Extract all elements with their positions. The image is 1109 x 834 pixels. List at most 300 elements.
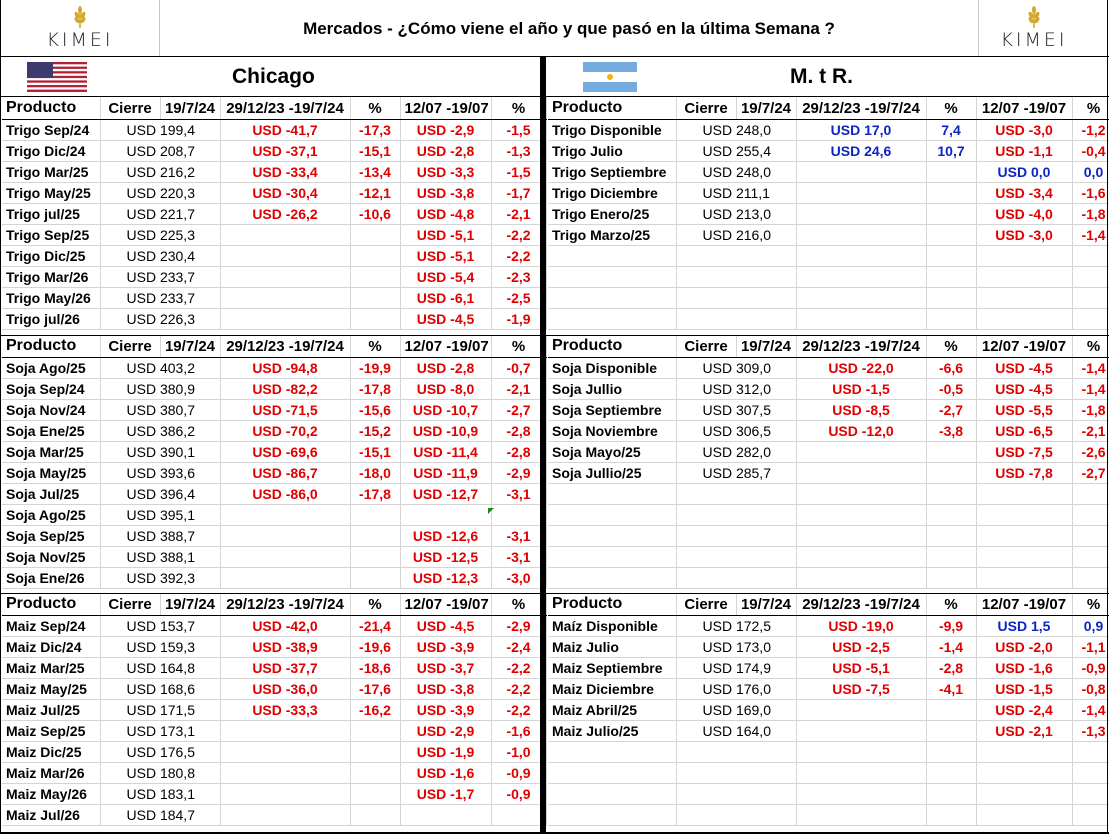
week-change: USD -12,5 — [400, 547, 491, 568]
table-row — [2, 400, 546, 421]
column-header-date: 19/7/24 — [736, 335, 796, 358]
week-change — [976, 526, 1072, 547]
week-pct: -1,8 — [1072, 400, 1109, 421]
week-change: USD -2,0 — [976, 637, 1072, 658]
table-row — [2, 442, 546, 463]
week-change: USD -2,9 — [400, 120, 491, 141]
table-row — [2, 379, 546, 400]
product-name: Trigo Mar/25 — [2, 162, 100, 183]
product-name — [548, 267, 676, 288]
column-header-ytd: 29/12/23 -19/7/24 — [220, 97, 350, 120]
column-header-week: 12/07 -19/07 — [400, 335, 491, 358]
product-name: Maiz Diciembre — [548, 679, 676, 700]
ytd-pct — [350, 505, 400, 526]
close-price: USD 174,9 — [676, 658, 796, 679]
week-change: USD -3,8 — [400, 679, 491, 700]
week-change — [976, 763, 1072, 784]
week-pct — [1072, 547, 1109, 568]
week-change: USD -3,4 — [976, 183, 1072, 204]
ytd-pct — [926, 742, 976, 763]
week-pct — [1072, 267, 1109, 288]
week-change: USD -2,4 — [976, 700, 1072, 721]
week-change — [976, 547, 1072, 568]
week-change: USD -12,6 — [400, 526, 491, 547]
week-change: USD -6,1 — [400, 288, 491, 309]
ytd-pct — [350, 547, 400, 568]
ytd-pct — [926, 267, 976, 288]
table-row — [2, 246, 546, 267]
week-pct: -0,8 — [1072, 679, 1109, 700]
close-price: USD 230,4 — [100, 246, 220, 267]
ytd-pct — [926, 183, 976, 204]
close-price: USD 199,4 — [100, 120, 220, 141]
section-divider-soja — [0, 335, 1109, 336]
week-pct — [1072, 784, 1109, 805]
table-row — [548, 225, 1109, 246]
week-change: USD -3,7 — [400, 658, 491, 679]
close-price — [676, 784, 796, 805]
close-price: USD 172,5 — [676, 616, 796, 637]
week-change: USD 0,0 — [976, 162, 1072, 183]
region-chicago — [0, 57, 540, 97]
week-pct: -2,1 — [491, 379, 546, 400]
close-price — [676, 547, 796, 568]
product-name: Trigo Sep/25 — [2, 225, 100, 246]
table-row — [548, 421, 1109, 442]
usa-flag-icon — [27, 62, 87, 92]
outer-border-left — [0, 0, 1, 834]
product-name: Soja Jullio — [548, 379, 676, 400]
week-change: USD -1,7 — [400, 784, 491, 805]
week-change: USD -10,7 — [400, 400, 491, 421]
close-price: USD 176,5 — [100, 742, 220, 763]
product-name: Soja Sep/24 — [2, 379, 100, 400]
table-row — [2, 225, 546, 246]
ytd-pct: -10,6 — [350, 204, 400, 225]
table-row — [548, 784, 1109, 805]
table-row — [548, 679, 1109, 700]
week-change: USD -4,5 — [976, 358, 1072, 379]
ytd-change — [796, 700, 926, 721]
week-pct: -3,0 — [491, 568, 546, 589]
week-change — [976, 742, 1072, 763]
product-name: Trigo jul/26 — [2, 309, 100, 330]
ytd-pct: -15,6 — [350, 400, 400, 421]
close-price: USD 221,7 — [100, 204, 220, 225]
product-name: Maiz Julio — [548, 637, 676, 658]
week-change — [976, 246, 1072, 267]
table-row — [548, 379, 1109, 400]
mtr-maiz-table — [548, 593, 1109, 826]
week-change: USD -5,1 — [400, 225, 491, 246]
table-row — [548, 400, 1109, 421]
ytd-pct: -6,6 — [926, 358, 976, 379]
week-pct: -0,4 — [1072, 141, 1109, 162]
close-price: USD 233,7 — [100, 267, 220, 288]
mtr-trigo-table — [548, 97, 1109, 330]
close-price: USD 388,7 — [100, 526, 220, 547]
close-price: USD 173,1 — [100, 721, 220, 742]
ytd-pct — [926, 568, 976, 589]
ytd-pct — [350, 784, 400, 805]
wheat-icon — [1026, 6, 1042, 28]
close-price: USD 393,6 — [100, 463, 220, 484]
product-name: Trigo Dic/25 — [2, 246, 100, 267]
product-name: Maiz Abril/25 — [548, 700, 676, 721]
table-row — [548, 309, 1109, 330]
week-change: USD -11,4 — [400, 442, 491, 463]
close-price: USD 312,0 — [676, 379, 796, 400]
column-header-close: Cierre — [100, 593, 160, 616]
report-header — [0, 0, 1109, 57]
column-header-week: 12/07 -19/07 — [976, 97, 1072, 120]
product-name: Maiz Sep/24 — [2, 616, 100, 637]
ytd-pct — [350, 246, 400, 267]
week-change: USD -1,9 — [400, 742, 491, 763]
product-name — [548, 526, 676, 547]
ytd-change — [796, 288, 926, 309]
table-row — [548, 742, 1109, 763]
column-header-pct: % — [350, 335, 400, 358]
week-change: USD -12,7 — [400, 484, 491, 505]
close-price: USD 208,7 — [100, 141, 220, 162]
ytd-change: USD -26,2 — [220, 204, 350, 225]
table-row — [548, 141, 1109, 162]
close-price: USD 220,3 — [100, 183, 220, 204]
argentina-flag-icon — [583, 62, 637, 92]
close-price — [676, 309, 796, 330]
week-change: USD -3,3 — [400, 162, 491, 183]
ytd-change — [796, 568, 926, 589]
week-pct: -2,5 — [491, 288, 546, 309]
week-pct: -2,2 — [491, 700, 546, 721]
week-pct: -2,2 — [491, 225, 546, 246]
table-row — [2, 658, 546, 679]
ytd-change — [220, 805, 350, 826]
table-row — [548, 763, 1109, 784]
region-divider — [540, 57, 546, 834]
ytd-pct — [926, 246, 976, 267]
close-price: USD 285,7 — [676, 463, 796, 484]
ytd-pct: -15,1 — [350, 442, 400, 463]
product-name: Soja Jul/25 — [2, 484, 100, 505]
week-change — [400, 805, 491, 826]
column-header-week: 12/07 -19/07 — [976, 593, 1072, 616]
table-row — [548, 658, 1109, 679]
ytd-change — [220, 246, 350, 267]
column-header-ytd: 29/12/23 -19/7/24 — [796, 97, 926, 120]
table-row — [548, 120, 1109, 141]
ytd-pct — [926, 721, 976, 742]
close-price: USD 388,1 — [100, 547, 220, 568]
ytd-change — [796, 805, 926, 826]
ytd-change: USD -41,7 — [220, 120, 350, 141]
table-row — [548, 805, 1109, 826]
column-header-pct: % — [926, 97, 976, 120]
ytd-change — [220, 526, 350, 547]
close-price: USD 380,7 — [100, 400, 220, 421]
product-name: Soja Nov/24 — [2, 400, 100, 421]
ytd-pct: -2,8 — [926, 658, 976, 679]
ytd-change — [220, 742, 350, 763]
ytd-change: USD -42,0 — [220, 616, 350, 637]
ytd-pct — [926, 547, 976, 568]
product-name: Trigo Diciembre — [548, 183, 676, 204]
table-row — [548, 267, 1109, 288]
close-price: USD 216,0 — [676, 225, 796, 246]
close-price — [676, 505, 796, 526]
product-name: Trigo Enero/25 — [548, 204, 676, 225]
product-name: Maiz Dic/24 — [2, 637, 100, 658]
week-change: USD -5,4 — [400, 267, 491, 288]
ytd-pct — [926, 805, 976, 826]
product-name: Maiz May/25 — [2, 679, 100, 700]
table-row — [2, 120, 546, 141]
close-price — [676, 526, 796, 547]
ytd-change — [220, 309, 350, 330]
week-pct — [491, 805, 546, 826]
region-title: Chicago — [232, 65, 315, 88]
ytd-change — [220, 225, 350, 246]
page-title: Mercados - ¿Cómo viene el año y que pasó en la última Semana ? — [303, 19, 835, 38]
close-price: USD 171,5 — [100, 700, 220, 721]
column-header-pct2: % — [491, 593, 546, 616]
table-row — [2, 616, 546, 637]
week-change — [400, 505, 491, 526]
week-change: USD -7,8 — [976, 463, 1072, 484]
table-row — [548, 162, 1109, 183]
ytd-pct: 10,7 — [926, 141, 976, 162]
brand-name: KIMEI — [46, 29, 114, 51]
week-pct: -3,1 — [491, 526, 546, 547]
week-pct: -2,2 — [491, 246, 546, 267]
ytd-pct: -19,6 — [350, 637, 400, 658]
table-row — [2, 679, 546, 700]
column-header-pct: % — [350, 97, 400, 120]
close-price: USD 282,0 — [676, 442, 796, 463]
week-pct: -2,7 — [1072, 463, 1109, 484]
week-pct: -2,1 — [1072, 421, 1109, 442]
week-change: USD -5,1 — [400, 246, 491, 267]
close-price — [676, 484, 796, 505]
ytd-change: USD -94,8 — [220, 358, 350, 379]
product-name: Soja Jullio/25 — [548, 463, 676, 484]
table-row — [2, 742, 546, 763]
week-change: USD -6,5 — [976, 421, 1072, 442]
week-pct — [1072, 484, 1109, 505]
product-name: Soja Disponible — [548, 358, 676, 379]
week-pct: -2,9 — [491, 463, 546, 484]
column-header-date: 19/7/24 — [160, 335, 220, 358]
table-row — [2, 526, 546, 547]
column-header-ytd: 29/12/23 -19/7/24 — [220, 593, 350, 616]
week-change: USD -3,8 — [400, 183, 491, 204]
week-pct — [1072, 526, 1109, 547]
table-row — [548, 568, 1109, 589]
product-name: Maiz Mar/26 — [2, 763, 100, 784]
chicago-maiz-table — [2, 593, 547, 826]
week-pct: -1,5 — [491, 120, 546, 141]
week-change: USD -3,9 — [400, 700, 491, 721]
close-price: USD 183,1 — [100, 784, 220, 805]
ytd-change — [220, 547, 350, 568]
table-header-row — [548, 97, 1109, 120]
ytd-pct — [350, 267, 400, 288]
ytd-pct — [926, 763, 976, 784]
column-header-ytd: 29/12/23 -19/7/24 — [796, 335, 926, 358]
week-pct: -2,1 — [491, 204, 546, 225]
ytd-change — [796, 505, 926, 526]
column-header-product: Producto — [2, 335, 100, 358]
close-price — [676, 288, 796, 309]
product-name: Maiz Jul/25 — [2, 700, 100, 721]
close-price: USD 255,4 — [676, 141, 796, 162]
ytd-change — [796, 742, 926, 763]
ytd-pct — [926, 463, 976, 484]
ytd-change: USD -33,4 — [220, 162, 350, 183]
week-change — [976, 568, 1072, 589]
product-name — [548, 309, 676, 330]
table-row — [2, 505, 546, 526]
week-pct — [1072, 568, 1109, 589]
ytd-change: USD -82,2 — [220, 379, 350, 400]
close-price: USD 380,9 — [100, 379, 220, 400]
ytd-change — [796, 225, 926, 246]
ytd-change — [796, 484, 926, 505]
ytd-pct: -0,5 — [926, 379, 976, 400]
product-name: Soja Ene/26 — [2, 568, 100, 589]
close-price — [676, 246, 796, 267]
product-name: Trigo May/25 — [2, 183, 100, 204]
column-header-close: Cierre — [100, 97, 160, 120]
week-pct — [1072, 505, 1109, 526]
week-pct: -1,2 — [1072, 120, 1109, 141]
product-name: Soja May/25 — [2, 463, 100, 484]
close-price: USD 168,6 — [100, 679, 220, 700]
week-change — [976, 805, 1072, 826]
table-row — [2, 141, 546, 162]
table-row — [2, 162, 546, 183]
column-header-pct2: % — [1072, 593, 1109, 616]
week-change: USD -3,0 — [976, 120, 1072, 141]
table-row — [548, 721, 1109, 742]
week-pct: -1,4 — [1072, 225, 1109, 246]
close-price: USD 164,0 — [676, 721, 796, 742]
close-price: USD 309,0 — [676, 358, 796, 379]
table-row — [2, 309, 546, 330]
ytd-change — [220, 288, 350, 309]
week-pct: -2,9 — [491, 616, 546, 637]
region-title: M. t R. — [790, 65, 853, 88]
week-pct: -2,2 — [491, 679, 546, 700]
product-name — [548, 505, 676, 526]
close-price: USD 173,0 — [676, 637, 796, 658]
product-name: Trigo Mar/26 — [2, 267, 100, 288]
column-header-week: 12/07 -19/07 — [400, 593, 491, 616]
column-header-date: 19/7/24 — [736, 593, 796, 616]
week-pct: -2,4 — [491, 637, 546, 658]
ytd-change — [796, 784, 926, 805]
close-price — [676, 267, 796, 288]
week-pct: -1,4 — [1072, 358, 1109, 379]
ytd-change: USD -86,0 — [220, 484, 350, 505]
close-price: USD 225,3 — [100, 225, 220, 246]
ytd-change — [796, 721, 926, 742]
ytd-pct: -2,7 — [926, 400, 976, 421]
close-price: USD 390,1 — [100, 442, 220, 463]
table-row — [2, 204, 546, 225]
product-name: Soja Ago/25 — [2, 358, 100, 379]
ytd-pct: -17,3 — [350, 120, 400, 141]
close-price: USD 248,0 — [676, 120, 796, 141]
week-pct: -1,6 — [1072, 183, 1109, 204]
column-header-close: Cierre — [676, 335, 736, 358]
week-pct: -2,8 — [491, 442, 546, 463]
product-name: Maiz May/26 — [2, 784, 100, 805]
ytd-change: USD -71,5 — [220, 400, 350, 421]
table-row — [2, 763, 546, 784]
table-row — [548, 288, 1109, 309]
product-name: Soja Nov/25 — [2, 547, 100, 568]
product-name: Soja Ago/25 — [2, 505, 100, 526]
week-pct: -1,0 — [491, 742, 546, 763]
week-change: USD -2,9 — [400, 721, 491, 742]
ytd-pct — [350, 721, 400, 742]
table-row — [2, 183, 546, 204]
ytd-pct — [926, 484, 976, 505]
ytd-change: USD -33,3 — [220, 700, 350, 721]
column-header-close: Cierre — [676, 97, 736, 120]
close-price: USD 159,3 — [100, 637, 220, 658]
table-row — [548, 505, 1109, 526]
table-row — [548, 204, 1109, 225]
week-pct — [491, 505, 546, 526]
week-change: USD -2,8 — [400, 358, 491, 379]
column-header-ytd: 29/12/23 -19/7/24 — [796, 593, 926, 616]
week-pct: -2,6 — [1072, 442, 1109, 463]
table-row — [2, 288, 546, 309]
week-change — [976, 784, 1072, 805]
product-name: Maiz Septiembre — [548, 658, 676, 679]
week-pct: -2,2 — [491, 658, 546, 679]
ytd-change: USD -12,0 — [796, 421, 926, 442]
mtr-soja-table — [548, 335, 1109, 589]
table-row — [2, 547, 546, 568]
week-pct: -0,9 — [491, 763, 546, 784]
column-header-date: 19/7/24 — [160, 593, 220, 616]
table-row — [2, 721, 546, 742]
ytd-pct: -19,9 — [350, 358, 400, 379]
close-price: USD 392,3 — [100, 568, 220, 589]
ytd-change: USD -36,0 — [220, 679, 350, 700]
product-name: Trigo May/26 — [2, 288, 100, 309]
ytd-change: USD 24,6 — [796, 141, 926, 162]
product-name: Soja Septiembre — [548, 400, 676, 421]
table-row — [2, 358, 546, 379]
week-pct — [1072, 742, 1109, 763]
close-price — [676, 568, 796, 589]
week-change — [976, 288, 1072, 309]
week-pct: -0,9 — [1072, 658, 1109, 679]
ytd-pct: -18,6 — [350, 658, 400, 679]
close-price: USD 176,0 — [676, 679, 796, 700]
ytd-change: USD -22,0 — [796, 358, 926, 379]
column-header-pct2: % — [1072, 335, 1109, 358]
column-header-ytd: 29/12/23 -19/7/24 — [220, 335, 350, 358]
week-change: USD 1,5 — [976, 616, 1072, 637]
column-header-pct2: % — [491, 97, 546, 120]
week-change: USD -7,5 — [976, 442, 1072, 463]
